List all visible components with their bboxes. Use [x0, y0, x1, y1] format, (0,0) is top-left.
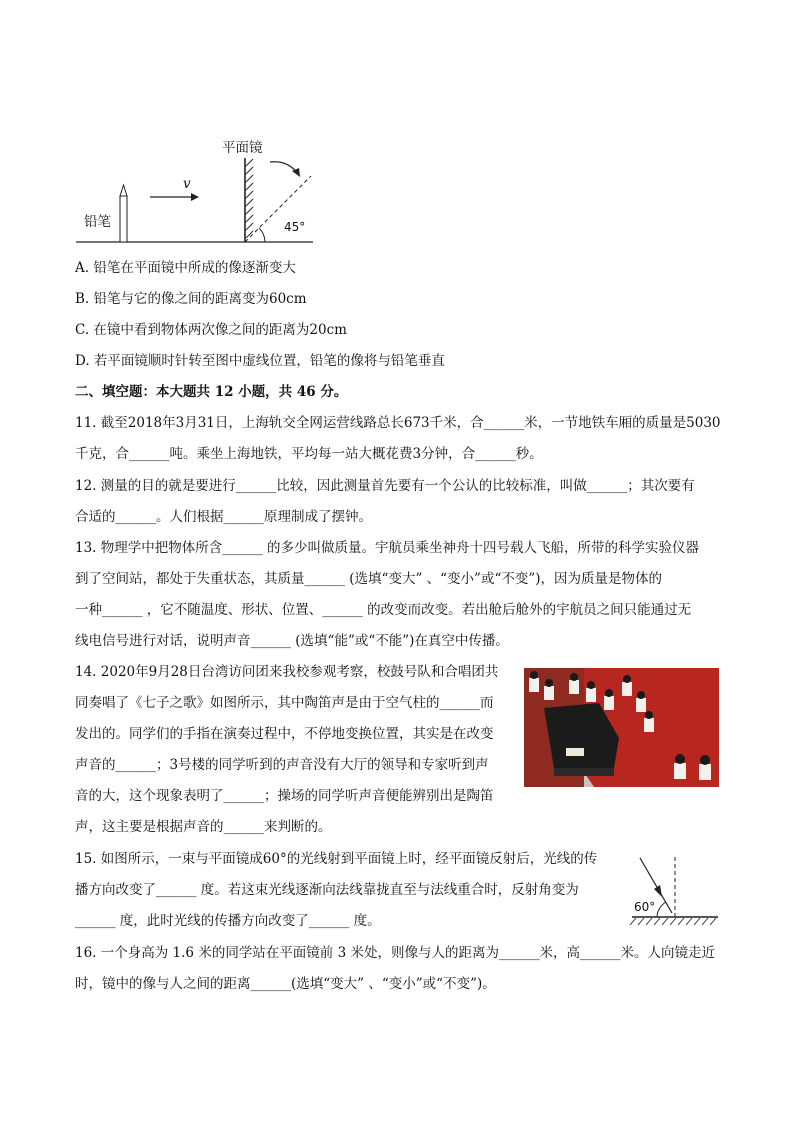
- q15-line3: ______ 度，此时光线的传播方向改变了______ 度。: [75, 913, 381, 929]
- velocity-label: v: [183, 176, 191, 192]
- option-d: D. 若平面镜顺时针转至图中虚线位置，铅笔的像将与铅笔垂直: [75, 353, 445, 369]
- q13-line4: 线电信号进行对话，说明声音______ (选填“能”或“不能”)在真空中传播。: [75, 633, 509, 649]
- q15-line1: 15. 如图所示，一束与平面镜成60°的光线射到平面镜上时，经平面镜反射后，光线的传: [75, 851, 598, 867]
- q14-line6: 声，这主要是根据声音的______来判断的。: [75, 819, 332, 835]
- q15-line2: 播方向改变了______ 度。若这束光线逐渐向法线靠拢直至与法线重合时，反射角变为: [75, 882, 579, 898]
- option-a: A. 铅笔在平面镜中所成的像逐渐变大: [75, 260, 296, 276]
- q12-line2: 合适的______。人们根据______原理制成了摆钟。: [75, 509, 372, 525]
- mirror-label: 平面镜: [222, 140, 263, 156]
- q14-line1: 14. 2020年9月28日台湾访问团来我校参观考察，校鼓号队和合唱团共: [75, 664, 499, 680]
- option-b: B. 铅笔与它的像之间的距离变为60cm: [75, 291, 307, 307]
- q11-line2: 千克，合______吨。乘坐上海地铁，平均每一站大概花费3分钟，合______秒。: [75, 446, 543, 462]
- angle-45-label: 45°: [284, 220, 306, 234]
- q16-line2: 时，镜中的像与人之间的距离______(选填“变大” 、“变小”或“不变”)。: [75, 976, 496, 992]
- q14-line2: 同奏唱了《七子之歌》如图所示，其中陶笛声是由于空气柱的______而: [75, 695, 494, 711]
- q14-line3: 发出的。同学们的手指在演奏过程中，不停地变换位置，其实是在改变: [75, 726, 494, 742]
- q13-line1: 13. 物理学中把物体所含______ 的多少叫做质量。宇航员乘坐神舟十四号载人飞船，所带的科学实验仪器: [75, 540, 700, 556]
- angle-60-label: 60°: [634, 900, 656, 914]
- q13-line2: 到了空间站，都处于失重状态，其质量______ (选填“变大” 、“变小”或“不变”)，因为质量是物体的: [75, 571, 663, 587]
- q12-line1: 12. 测量的目的就是要进行______比较，因此测量首先要有一个公认的比较标准，叫做______；其次要有: [75, 478, 695, 494]
- section-title: 二、填空题：本大题共 12 小题，共 46 分。: [75, 384, 348, 400]
- q16-line1: 16. 一个身高为 1.6 米的同学站在平面镜前 3 米处，则像与人的距离为______米，高______米。人向镜走近: [75, 945, 715, 961]
- q11-line1: 11. 截至2018年3月31日，上海轨交全网运营线路总长673千米，合______米，一节地铁车厢的质量是5030: [75, 415, 721, 431]
- option-c: C. 在镜中看到物体两次像之间的距离为20cm: [75, 322, 347, 338]
- q13-line3: 一种______ ，它不随温度、形状、位置、______ 的改变而改变。若出舱后舱外的宇航员之间只能通过无: [75, 602, 692, 618]
- q14-line5: 音的大，这个现象表明了______；操场的同学听声音便能辨别出是陶笛: [75, 788, 494, 804]
- pencil-label: 铅笔: [84, 214, 111, 230]
- q14-line4: 声音的______；3号楼的同学听到的声音没有大厅的领导和专家听到声: [75, 757, 489, 773]
